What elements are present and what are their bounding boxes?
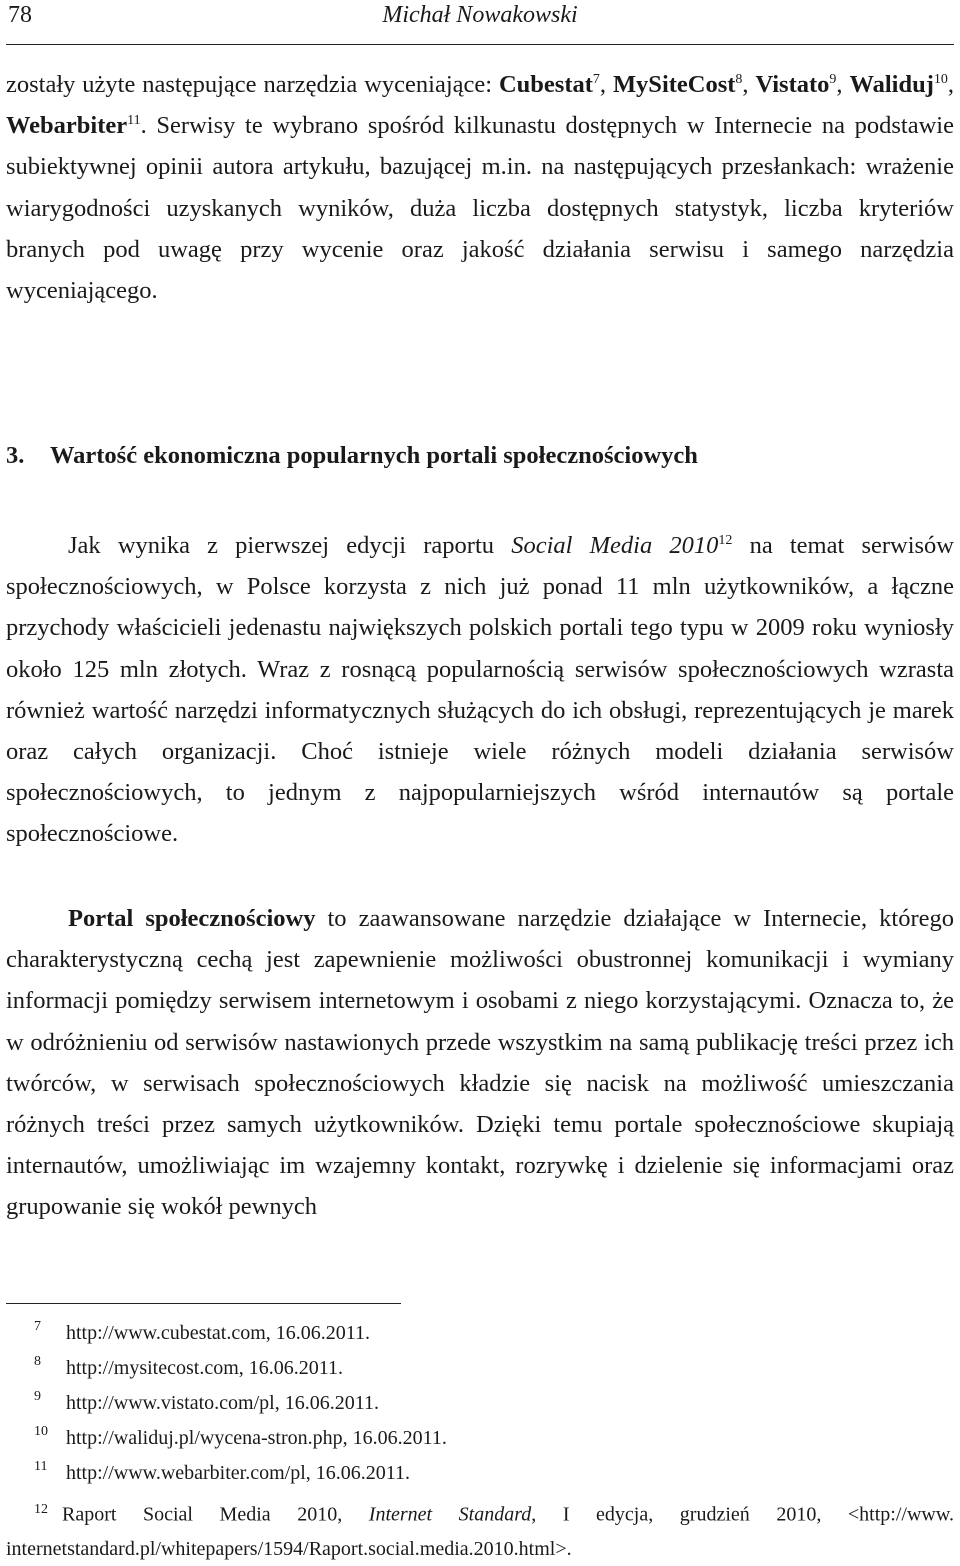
- text-run: ,: [836, 71, 850, 98]
- footnote-ref: 10: [933, 71, 948, 87]
- footnote: [6, 1316, 954, 1351]
- tool-name: Cubestat: [498, 71, 593, 98]
- paragraph-report: [6, 525, 954, 855]
- report-title: Social Media 2010: [511, 532, 719, 559]
- footnotes: [6, 1316, 954, 1566]
- text-run: ,: [947, 71, 955, 98]
- header-divider: [6, 44, 954, 45]
- text-run: zostały użyte następujące narzędzia wyceniające:: [6, 71, 499, 98]
- footnote-number: 9: [34, 1389, 41, 1404]
- footnote-text: http://mysitecost.com, 16.06.2011.: [66, 1357, 344, 1379]
- footnote-number: 11: [34, 1459, 48, 1474]
- text-run: ,: [599, 71, 613, 98]
- footnote-divider: [6, 1303, 401, 1304]
- footnote: [6, 1421, 954, 1456]
- footnote-number: 10: [34, 1424, 48, 1439]
- page-header: [6, 0, 954, 44]
- section-number: 3.: [6, 442, 25, 469]
- tool-name: Waliduj: [849, 71, 934, 98]
- page-number: 78: [8, 2, 32, 28]
- text-run: . Serwisy te wybrano spośród kilkunastu dostępnych w Internecie na podstawie subiektywnej opinii autora artykułu, bazującej m.in. na następujących przesłankach: wrażenie wiarygodności uzyskanych wyników, duża liczba dostępnych statystyk, liczba kryteriów branych pod uwagę przy wycenie oraz jakość działania serwisu i samego narzędzia wyceniającego.: [6, 112, 954, 305]
- footnote-ref: 7: [592, 71, 600, 87]
- footnote-ref: 12: [718, 532, 733, 548]
- footnote: [6, 1456, 954, 1491]
- text-run: na temat serwisów społecznościowych, w Polsce korzysta z nich już ponad 11 mln użytkowników, a łączne przychody właścicieli jedenastu największych polskich portali tego typu w 2009 roku wyniosły około 125 mln złotych. Wraz z rosnącą popularnością serwisów społecznościowych wzrasta również wartość narzędzi informatycznych służących do ich obsługi, reprezentujących je marek oraz całych organizacji. Choć istnieje wiele różnych modeli działania serwisów społecznościowych, to jednym z najpopularniejszych wśród internautów są portale społecznościowe.: [6, 532, 955, 848]
- section-title: Wartość ekonomiczna popularnych portali społecznościowych: [50, 442, 698, 469]
- footnote-number: 7: [34, 1319, 41, 1334]
- footnote-text: http://www.webarbiter.com/pl, 16.06.2011.: [66, 1462, 411, 1484]
- tool-name: Webarbiter: [6, 112, 128, 140]
- footnote-text: http://www.cubestat.com, 16.06.2011.: [66, 1322, 371, 1344]
- publisher-name: Internet Standard: [368, 1503, 532, 1526]
- tool-name: Vistato: [755, 71, 830, 98]
- footnote-number: 8: [34, 1354, 41, 1369]
- text-run: ,: [742, 71, 756, 98]
- tool-name: MySiteCost: [612, 71, 736, 98]
- footnote-text: http://waliduj.pl/wycena-stron.php, 16.06.2011.: [66, 1427, 447, 1449]
- paragraph-definition: [6, 898, 954, 1228]
- running-title: Michał Nowakowski: [382, 2, 578, 28]
- text-run: to zaawansowane narzędzie działające w Internecie, którego charakterystyczną cechą jest zapewnienie możliwości obustronnej komunikacji i wymiany informacji pomiędzy serwisem internetowym i osobami z niego korzystającymi. Oznacza to, że w odróżnieniu od serwisów nastawionych przede wszystkim na samą publikację treści przez ich twórców, w serwisach społecznościowych kładzie się nacisk na możliwość umieszczania różnych treści przez samych użytkowników. Dzięki temu portale społecznościowe skupiają internautów, umożliwiając im wzajemny kontakt, rozrywkę i dzielenie się informacjami oraz grupowanie się wokół pewnych: [6, 905, 954, 1221]
- paragraph-tools: [6, 64, 954, 311]
- footnote-ref: 9: [829, 71, 837, 87]
- defined-term: Portal społecznościowy: [68, 905, 316, 932]
- text-run: Jak wynika z pierwszej edycji raportu: [68, 532, 512, 559]
- footnote: [6, 1493, 954, 1566]
- footnote-ref: 8: [735, 71, 743, 87]
- footnote: [6, 1386, 954, 1421]
- section-heading: [6, 442, 698, 470]
- footnote-ref: 11: [127, 113, 141, 129]
- footnote: [6, 1351, 954, 1386]
- footnote-text: Raport Social Media 2010,: [62, 1503, 369, 1526]
- footnote-text: http://www.vistato.com/pl, 16.06.2011.: [66, 1392, 379, 1414]
- footnote-number: 12: [34, 1502, 48, 1517]
- footnote-text: , I edycja, grudzień 2010, <http://www. internetstandard.pl/whitepapers/1594/Raport.social.media.2010.html>.: [6, 1503, 954, 1560]
